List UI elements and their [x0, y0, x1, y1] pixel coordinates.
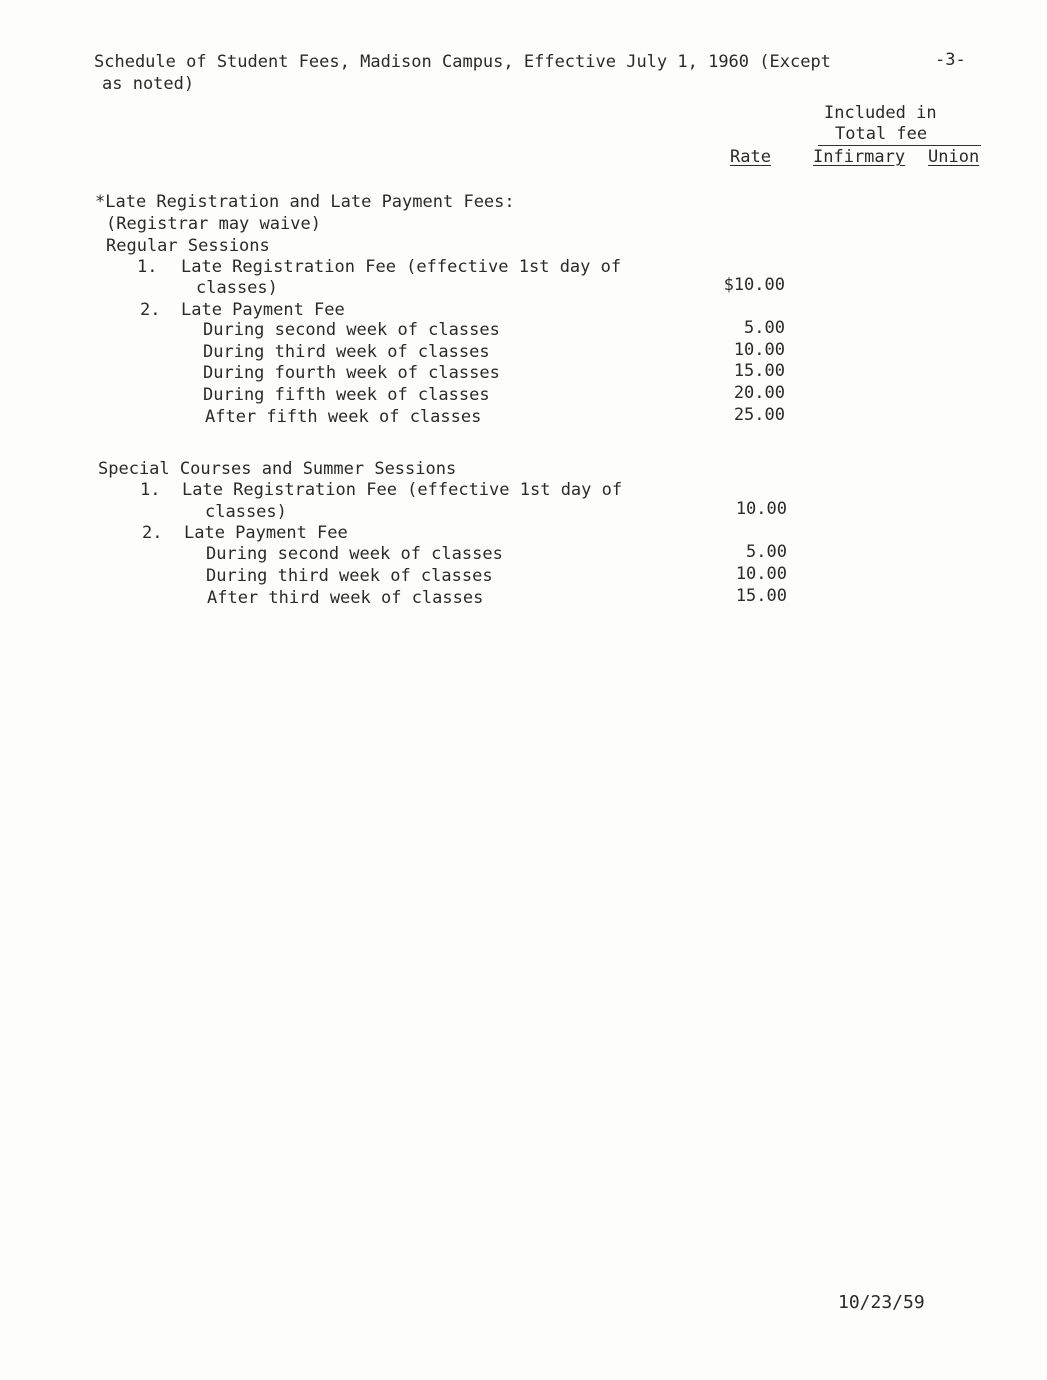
- regular-item-label: After fifth week of classes: [205, 407, 482, 427]
- page-number: -3-: [935, 50, 966, 70]
- section-heading: *Late Registration and Late Payment Fees:: [95, 192, 515, 212]
- special-item-label: After third week of classes: [207, 588, 484, 608]
- special-late-pay-label: Late Payment Fee: [184, 523, 348, 543]
- included-in-label: Included in: [824, 103, 937, 123]
- infirmary-column-header: Infirmary: [813, 147, 906, 167]
- document-title-line-2: as noted): [102, 74, 195, 94]
- regular-late-reg-number: 1.: [137, 257, 158, 277]
- regular-late-pay-number: 2.: [140, 300, 161, 320]
- regular-late-reg-label-cont: classes): [196, 278, 278, 298]
- regular-item-label: During fifth week of classes: [203, 385, 490, 405]
- regular-item-label: During second week of classes: [203, 320, 500, 340]
- special-sessions-heading: Special Courses and Summer Sessions: [98, 459, 457, 479]
- special-item-rate: 15.00: [735, 586, 787, 606]
- special-late-reg-number: 1.: [140, 480, 161, 500]
- section-note: (Registrar may waive): [106, 214, 321, 234]
- special-item-rate: 10.00: [735, 564, 787, 584]
- special-item-label: During third week of classes: [206, 566, 493, 586]
- regular-item-rate: 20.00: [733, 383, 785, 403]
- regular-item-rate: 5.00: [744, 318, 785, 338]
- total-fee-label: Total fee: [835, 124, 928, 144]
- rate-column-header: Rate: [730, 147, 771, 167]
- special-item-label: During second week of classes: [206, 544, 503, 564]
- regular-late-reg-label: Late Registration Fee (effective 1st day of: [181, 257, 622, 277]
- regular-item-label: During third week of classes: [203, 342, 490, 362]
- special-late-reg-rate: 10.00: [735, 499, 787, 519]
- regular-item-rate: 15.00: [733, 361, 785, 381]
- special-late-reg-label: Late Registration Fee (effective 1st day of: [182, 480, 623, 500]
- regular-sessions-heading: Regular Sessions: [106, 236, 270, 256]
- regular-item-rate: 25.00: [733, 405, 785, 425]
- union-column-header: Union: [928, 147, 980, 167]
- regular-late-reg-rate: $10.00: [723, 275, 785, 295]
- document-title-line-1: Schedule of Student Fees, Madison Campus, Effective July 1, 1960 (Except: [94, 52, 831, 72]
- regular-item-label: During fourth week of classes: [203, 363, 500, 383]
- regular-item-rate: 10.00: [733, 340, 785, 360]
- special-late-reg-label-cont: classes): [205, 502, 287, 522]
- document-date: 10/23/59: [838, 1292, 925, 1313]
- special-item-rate: 5.00: [746, 542, 787, 562]
- regular-late-pay-label: Late Payment Fee: [181, 300, 345, 320]
- special-late-pay-number: 2.: [142, 523, 163, 543]
